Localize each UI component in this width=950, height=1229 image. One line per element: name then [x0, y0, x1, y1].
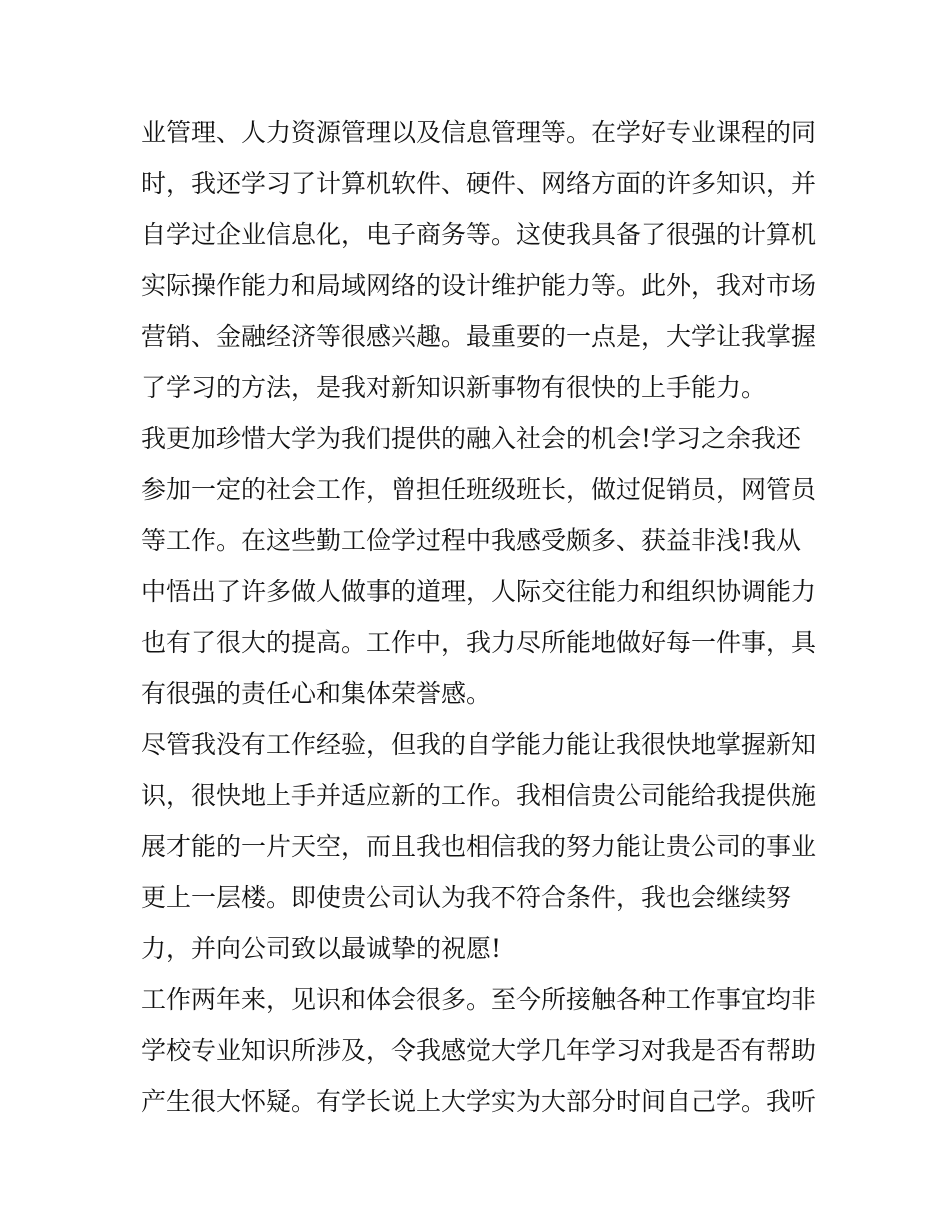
text-line: 时，我还学习了计算机软件、硬件、网络方面的许多知识，并: [141, 169, 817, 198]
text-line: 学校专业知识所涉及，令我感觉大学几年学习对我是否有帮助: [141, 1036, 817, 1065]
text-line: 工作两年来，见识和体会很多。至今所接触各种工作事宜均非: [141, 985, 817, 1014]
text-line: 中悟出了许多做人做事的道理，人际交往能力和组织协调能力: [141, 577, 817, 606]
text-line: 营销、金融经济等很感兴趣。最重要的一点是，大学让我掌握: [141, 322, 817, 351]
text-line: 实际操作能力和局域网络的设计维护能力等。此外，我对市场: [141, 271, 817, 300]
text-line: 我更加珍惜大学为我们提供的融入社会的机会!学习之余我还: [141, 424, 802, 453]
text-line: 更上一层楼。即使贵公司认为我不符合条件，我也会继续努: [141, 883, 792, 912]
text-line: 参加一定的社会工作，曾担任班级班长，做过促销员，网管员: [141, 475, 817, 504]
text-line: 有很强的责任心和集体荣誉感。: [141, 679, 492, 708]
text-line: 自学过企业信息化，电子商务等。这使我具备了很强的计算机: [141, 220, 817, 249]
text-line: 力，并向公司致以最诚挚的祝愿!: [141, 934, 502, 963]
text-line: 也有了很大的提高。工作中，我力尽所能地做好每一件事，具: [141, 628, 817, 657]
text-line: 等工作。在这些勤工俭学过程中我感受颇多、获益非浅!我从: [141, 526, 802, 555]
document-body: [141, 107, 821, 1127]
text-line: 识，很快地上手并适应新的工作。我相信贵公司能给我提供施: [141, 781, 817, 810]
text-line: 展才能的一片天空，而且我也相信我的努力能让贵公司的事业: [141, 832, 817, 861]
text-line: 了学习的方法，是我对新知识新事物有很快的上手能力。: [141, 373, 767, 402]
text-line: 业管理、人力资源管理以及信息管理等。在学好专业课程的同: [141, 118, 817, 147]
text-line: 尽管我没有工作经验，但我的自学能力能让我很快地掌握新知: [141, 730, 817, 759]
text-line: 产生很大怀疑。有学长说上大学实为大部分时间自己学。我听: [141, 1087, 817, 1116]
